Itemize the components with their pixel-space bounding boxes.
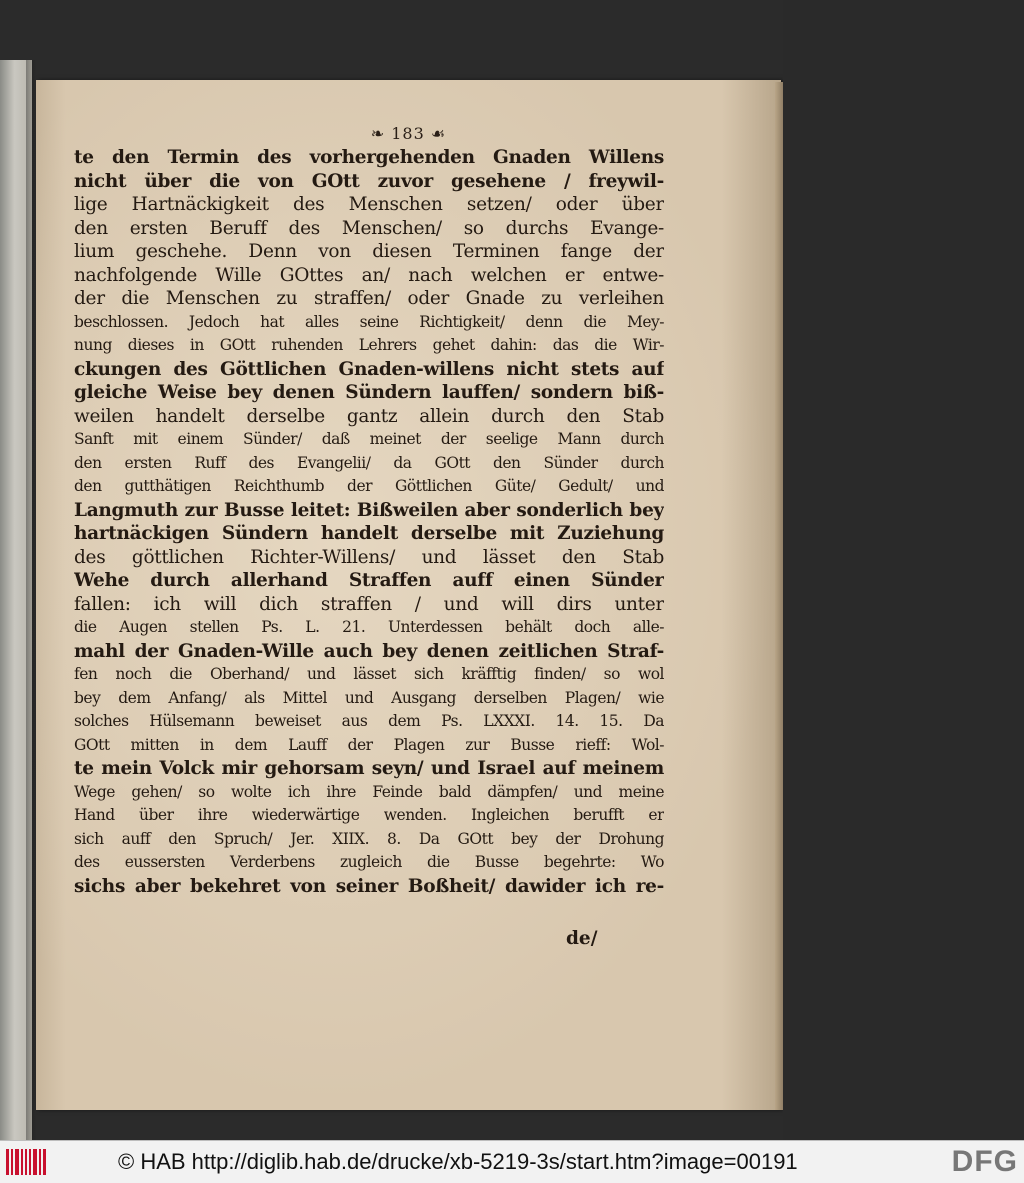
text-line: fallen: ich will dich straffen / und will dirs unter [74, 593, 664, 615]
text-line: te mein Volck mir gehorsam seyn/ und Israel auf meinem [74, 758, 664, 779]
text-line: hartnäckigen Sündern handelt derselbe mit Zuziehung [74, 523, 664, 544]
text-line: Langmuth zur Busse leitet: Bißweilen aber sonderlich bey [74, 499, 664, 521]
text-line: nachfolgende Wille GOttes an/ nach welchen er entwe- [74, 264, 664, 286]
page-text [74, 146, 664, 898]
text-line: sichs aber bekehret von seiner Boßheit/ dawider ich re- [74, 875, 664, 897]
text-line: den ersten Beruff des Menschen/ so durchs Evange- [74, 217, 664, 239]
text-line: Sanft mit einem Sünder/ daß meinet der seelige Mann durch [74, 430, 664, 448]
text-line: Wege gehen/ so wolte ich ihre Feinde bald dämpfen/ und meine [74, 782, 664, 801]
text-line: lium geschehe. Denn von diesen Terminen fange der [74, 241, 664, 262]
text-line: weilen handelt derselbe gantz allein durch den Stab [74, 405, 664, 427]
page-number: ❧ 183 ☙ [370, 124, 447, 143]
text-line: der die Menschen zu straffen/ oder Gnade zu verleihen [74, 288, 664, 309]
page-number-value: 183 [391, 124, 425, 143]
text-line: den ersten Ruff des Evangelii/ da GOtt den Sünder durch [74, 453, 664, 472]
text-line: nicht über die von GOtt zuvor gesehene / freywil- [74, 170, 664, 192]
dfg-logo: DFG [951, 1145, 1018, 1178]
text-line: bey dem Anfang/ als Mittel und Ausgang derselben Plagen/ wie [74, 688, 664, 707]
scan-background [783, 0, 1024, 1140]
text-line: die Augen stellen Ps. L. 21. Unterdessen behält doch alle- [74, 618, 664, 636]
text-line: gleiche Weise bey denen Sündern lauffen/ sondern biß- [74, 382, 664, 403]
text-line: lige Hartnäckigkeit des Menschen setzen/ oder über [74, 194, 664, 215]
footer-credit-link[interactable]: © HAB http://diglib.hab.de/drucke/xb-5219-3s/start.htm?image=00191 [118, 1149, 798, 1174]
text-line: mahl der Gnaden-Wille auch bey denen zeitlichen Straf- [74, 640, 664, 662]
text-line: beschlossen. Jedoch hat alles seine Richtigkeit/ denn die Mey- [74, 312, 664, 331]
text-line: ckungen des Göttlichen Gnaden-willens nicht stets auf [74, 358, 664, 380]
page-fore-edge [775, 82, 783, 1110]
text-line: Hand über ihre wiederwärtige wenden. Ingleichen berufft er [74, 806, 664, 824]
hab-barcode-icon [6, 1149, 46, 1175]
text-line: fen noch die Oberhand/ und lässet sich kräfftig finden/ so wol [74, 665, 664, 683]
footer-bar [0, 1140, 1024, 1183]
text-line: nung dieses in GOtt ruhenden Lehrers gehet dahin: das die Wir- [74, 336, 664, 354]
catchword: de/ [566, 928, 598, 949]
text-line: te den Termin des vorhergehenden Gnaden Willens [74, 147, 664, 168]
page-gutter-shadow [26, 60, 36, 1140]
text-line: Wehe durch allerhand Straffen auff einen Sünder [74, 570, 664, 591]
text-line: des eussersten Verderbens zugleich die Busse begehrte: Wo [74, 853, 664, 871]
text-line: sich auff den Spruch/ Jer. XIIX. 8. Da GOtt bey der Drohung [74, 829, 664, 848]
book-page [36, 80, 781, 1110]
text-line: den gutthätigen Reichthumb der Göttlichen Güte/ Gedult/ und [74, 477, 664, 495]
text-line: solches Hülsemann beweiset aus dem Ps. LXXXI. 14. 15. Da [74, 712, 664, 730]
text-line: des göttlichen Richter-Willens/ und lässet den Stab [74, 546, 664, 568]
text-line: GOtt mitten in dem Lauff der Plagen zur Busse rieff: Wol- [74, 735, 664, 754]
